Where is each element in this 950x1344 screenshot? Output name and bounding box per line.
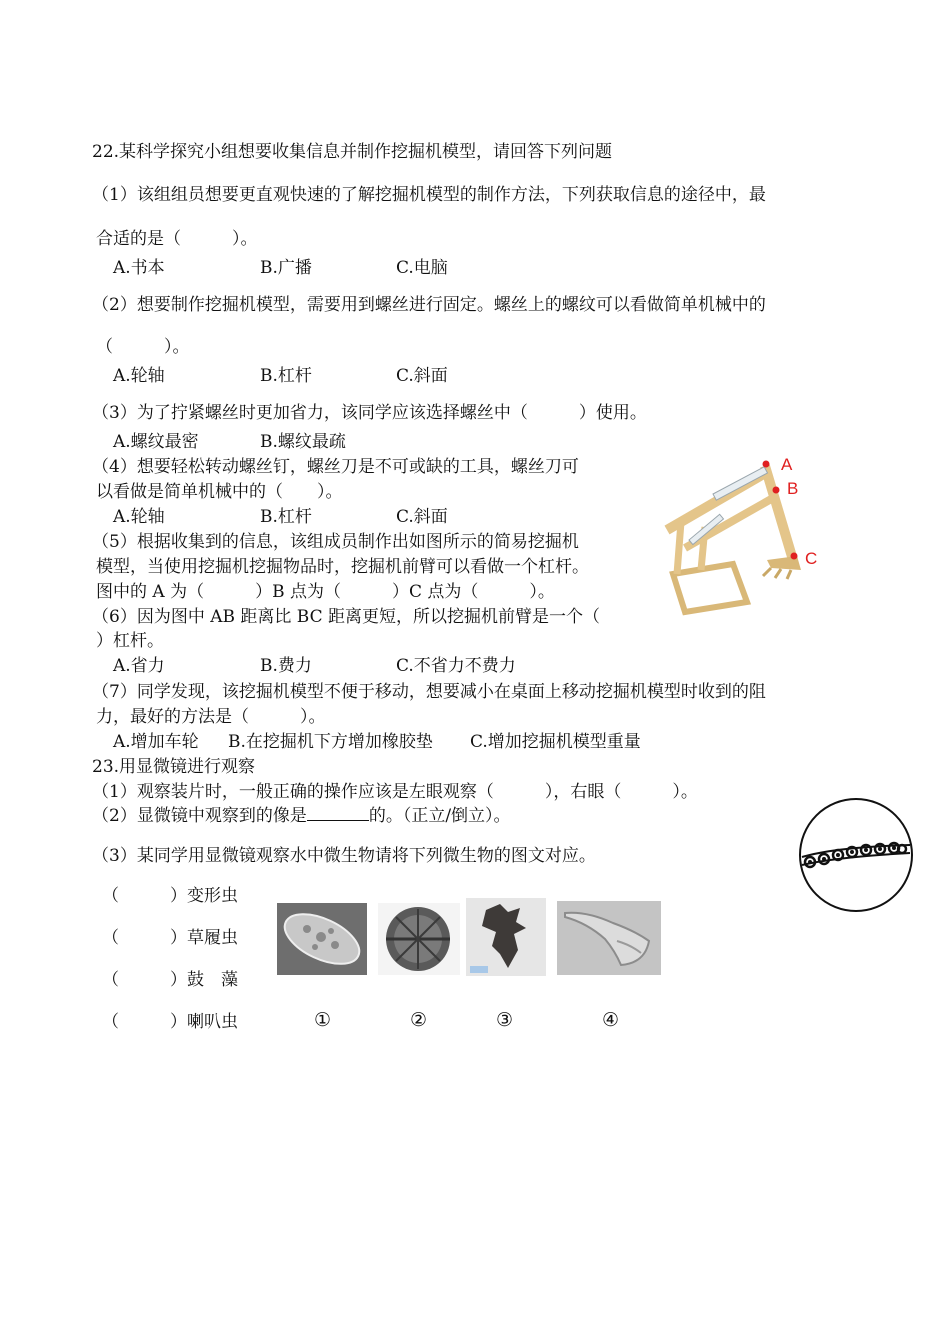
q22-6-line2: ）杠杆。 — [96, 631, 164, 651]
q22-1-option-c: C.电脑 — [396, 258, 448, 278]
q22-4-line2: 以看做是简单机械中的（ ）。 — [96, 482, 343, 502]
q22-6-option-a: A.省力 — [113, 656, 165, 676]
photo-number-2: ② — [410, 1009, 428, 1031]
match-item-amoeba: （ ）变形虫 — [102, 886, 238, 906]
microorganism-photo-3 — [466, 898, 546, 976]
microorganism-photo-4 — [557, 901, 661, 975]
q23-2-line — [92, 804, 511, 828]
q23-1-line: （1）观察装片时，一般正确的操作应该是左眼观察（ ），右眼（ ）。 — [92, 782, 698, 802]
q23-2-prefix: （2）显微镜中观察到的像是 — [92, 806, 307, 826]
q22-7-line2: 力，最好的方法是（ ）。 — [96, 707, 326, 727]
q22-4-option-c: C.斜面 — [396, 507, 448, 527]
q22-7-option-b: B.在挖掘机下方增加橡胶垫 — [228, 732, 433, 752]
q22-7-option-c: C.增加挖掘机模型重量 — [470, 732, 641, 752]
q23-3-line: （3）某同学用显微镜观察水中微生物请将下列微生物的图文对应。 — [92, 846, 596, 866]
q22-1-line1: （1）该组组员想要更直观快速的了解挖掘机模型的制作方法，下列获取信息的途径中，最 — [92, 185, 766, 205]
q23-2-blank — [307, 806, 369, 821]
photo-number-4: ④ — [602, 1009, 620, 1031]
q22-2-option-b: B.杠杆 — [260, 366, 312, 386]
q22-3-option-b: B.螺纹最疏 — [260, 432, 346, 452]
q22-3-line1: （3）为了拧紧螺丝时更加省力，该同学应该选择螺丝中（ ）使用。 — [92, 403, 647, 423]
q22-6-option-c: C.不省力不费力 — [396, 656, 516, 676]
match-item-desmid: （ ）鼓 藻 — [102, 970, 238, 990]
q22-2-line2: （ ）。 — [96, 337, 190, 357]
q22-6-option-b: B.费力 — [260, 656, 312, 676]
q22-2-option-c: C.斜面 — [396, 366, 448, 386]
q22-7-line1: （7）同学发现，该挖掘机模型不便于移动，想要减小在桌面上移动挖掘机模型时收到的阻 — [92, 682, 766, 702]
q22-2-option-a: A.轮轴 — [113, 366, 165, 386]
q23-title: 23.用显微镜进行观察 — [92, 757, 256, 777]
point-a-label: A — [781, 455, 793, 474]
q22-5-line2: 模型，当使用挖掘机挖掘物品时，挖掘机前臂可以看做一个杠杆。 — [96, 557, 589, 577]
q22-7-option-a: A.增加车轮 — [113, 732, 199, 752]
excavator-model-figure — [655, 452, 835, 617]
q22-1-line2: 合适的是（ ）。 — [96, 229, 258, 249]
q22-title: 22.某科学探究小组想要收集信息并制作挖掘机模型，请回答下列问题 — [92, 142, 613, 162]
q23-2-suffix: 的。（正立/倒立）。 — [368, 806, 511, 826]
photo-number-1: ① — [314, 1009, 332, 1031]
q22-5-line3: 图中的 A 为（ ）B 点为（ ）C 点为（ ）。 — [96, 582, 555, 602]
point-b-label: B — [787, 479, 799, 498]
q22-1-option-a: A.书本 — [113, 258, 165, 278]
microorganism-photo-1 — [277, 903, 367, 975]
q22-4-option-b: B.杠杆 — [260, 507, 312, 527]
q22-2-line1: （2）想要制作挖掘机模型，需要用到螺丝进行固定。螺丝上的螺纹可以看做简单机械中的 — [92, 295, 766, 315]
q22-1-option-b: B.广播 — [260, 258, 312, 278]
q22-6-line1: （6）因为图中 AB 距离比 BC 距离更短，所以挖掘机前臂是一个（ — [92, 607, 601, 627]
q22-5-line1: （5）根据收集到的信息，该组成员制作出如图所示的简易挖掘机 — [92, 532, 579, 552]
q22-3-option-a: A.螺纹最密 — [113, 432, 199, 452]
microorganism-photo-2 — [378, 903, 460, 975]
match-item-paramecium: （ ）草履虫 — [102, 928, 238, 948]
point-c-label: C — [805, 549, 818, 568]
microscope-view-figure — [796, 795, 916, 915]
q22-4-option-a: A.轮轴 — [113, 507, 165, 527]
photo-number-3: ③ — [496, 1009, 514, 1031]
match-item-stentor: （ ）喇叭虫 — [102, 1012, 238, 1032]
q22-4-line1: （4）想要轻松转动螺丝钉，螺丝刀是不可或缺的工具，螺丝刀可 — [92, 457, 579, 477]
